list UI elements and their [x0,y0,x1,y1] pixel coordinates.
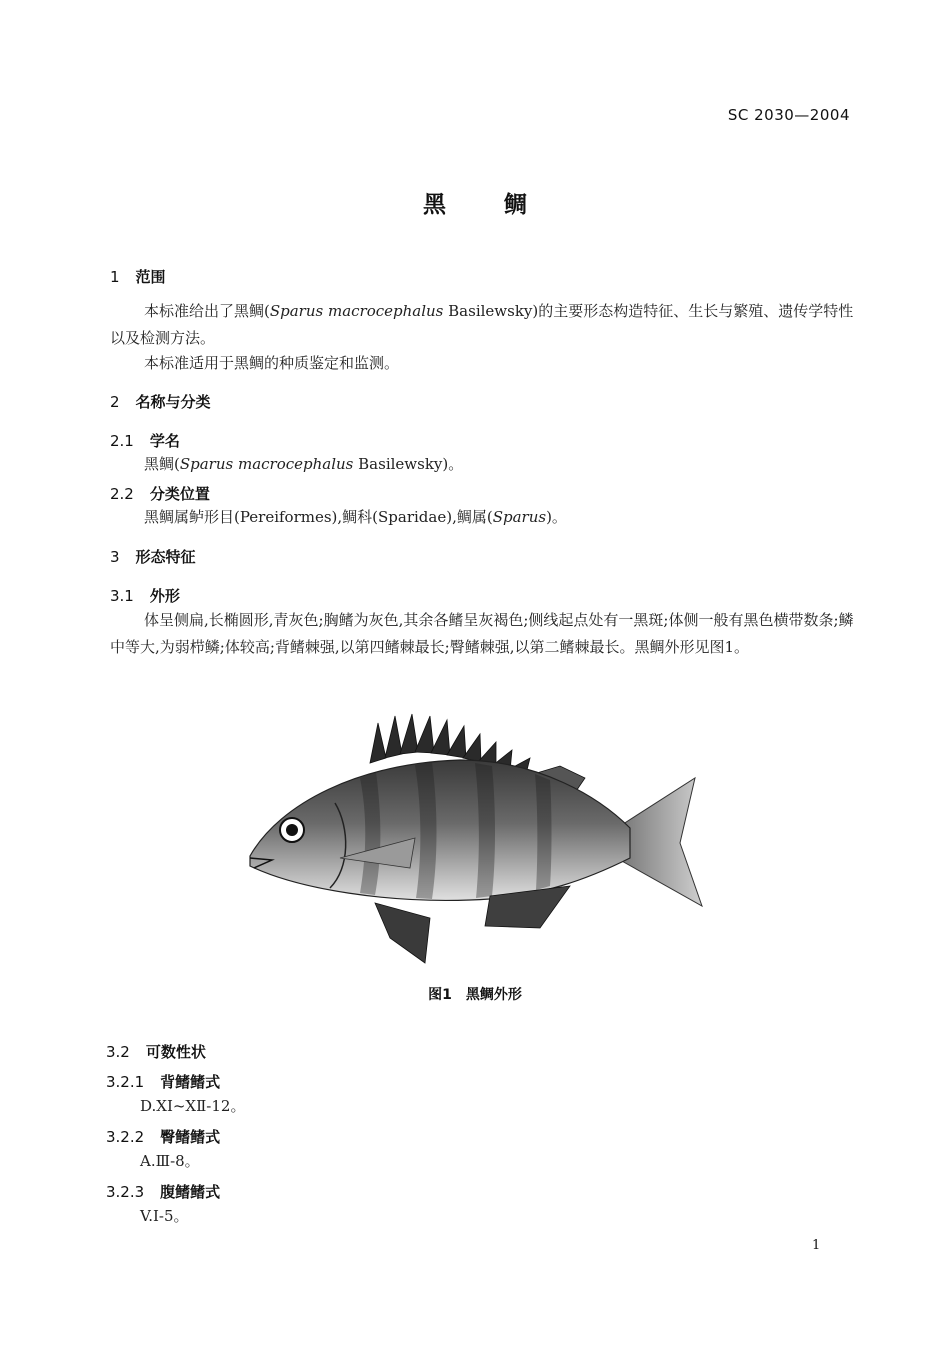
scientific-name-paragraph [144,451,463,478]
pelvic-fin-formula: V.Ⅰ-5。 [140,1207,189,1225]
taxonomy-paragraph [144,504,567,531]
heading-number: 3.2.1 [106,1073,145,1091]
standard-code: SC 2030—2004 [727,106,850,124]
heading-3-1 [110,585,180,606]
tail-fin [620,778,702,906]
heading-text: 形态特征 [135,548,196,566]
fish-illustration [240,708,710,973]
heading-text: 腹鳍鳍式 [160,1183,221,1201]
appearance-paragraph: 体呈侧扁,长椭圆形,青灰色;胸鳍为灰色,其余各鳍呈灰褐色;侧线起点处有一黑斑;体侧一般有黑色横带数条;鳞中等大,为弱栉鳞;体较高;背鳍棘强,以第四鳍棘最长;臀鳍棘强,以第二鳍棘最长。黑鲷外形见图1。 [110,611,854,656]
heading-text: 臀鳍鳍式 [160,1128,221,1146]
text-segment: Basilewsky)。 [353,455,464,473]
heading-text: 外形 [149,587,180,605]
heading-3-2-2 [106,1126,220,1147]
scientific-name: Sparus [492,508,547,526]
heading-text: 分类位置 [149,485,210,503]
heading-number: 2.2 [110,485,134,503]
heading-text: 背鳍鳍式 [160,1073,221,1091]
heading-number: 3.2.2 [106,1128,145,1146]
pelvic-fin [375,903,430,963]
heading-3-2 [106,1041,206,1062]
heading-number: 2 [110,393,120,411]
dorsal-fin-formula: D.XⅠ~XⅡ-12。 [140,1097,246,1115]
fish-pupil [286,824,298,836]
heading-text: 范围 [135,268,166,286]
page-number: 1 [812,1238,821,1253]
heading-number: 3.2 [106,1043,130,1061]
heading-3-2-1 [106,1071,220,1092]
text-segment: Basilewsky)的主要形态构造特征、生长与繁殖、遗传学特性以及检测方法。 [110,302,854,347]
heading-text: 名称与分类 [135,393,211,411]
text-segment: 本标准给出了黑鲷( [144,302,270,320]
heading-2-1 [110,430,180,451]
heading-number: 3 [110,548,120,566]
heading-text: 学名 [149,432,180,450]
text-segment: )。 [546,508,567,526]
heading-number: 1 [110,268,120,286]
heading-number: 3.2.3 [106,1183,145,1201]
figure-label: 图1 [428,987,452,1003]
figure-caption [0,984,950,1004]
scope-applicability: 本标准适用于黑鲷的种质鉴定和监测。 [144,354,400,372]
page-title: 黑鲷 [423,192,585,218]
heading-1 [110,266,166,287]
heading-number: 2.1 [110,432,134,450]
heading-text: 可数性状 [145,1043,206,1061]
heading-2-2 [110,483,210,504]
heading-3 [110,546,196,567]
scope-paragraph [110,298,855,352]
heading-2 [110,391,211,412]
scientific-name: Sparus macrocephalus [179,455,354,473]
scientific-name: Sparus macrocephalus [269,302,444,320]
anal-fin-formula: A.Ⅲ-8。 [140,1152,200,1170]
heading-number: 3.1 [110,587,134,605]
figure-caption-text: 黑鲷外形 [465,987,522,1003]
heading-3-2-3 [106,1181,220,1202]
text-segment: 黑鲷( [144,455,180,473]
text-segment: 黑鲷属鲈形目(Pereiformes),鲷科(Sparidae),鲷属( [144,508,493,526]
